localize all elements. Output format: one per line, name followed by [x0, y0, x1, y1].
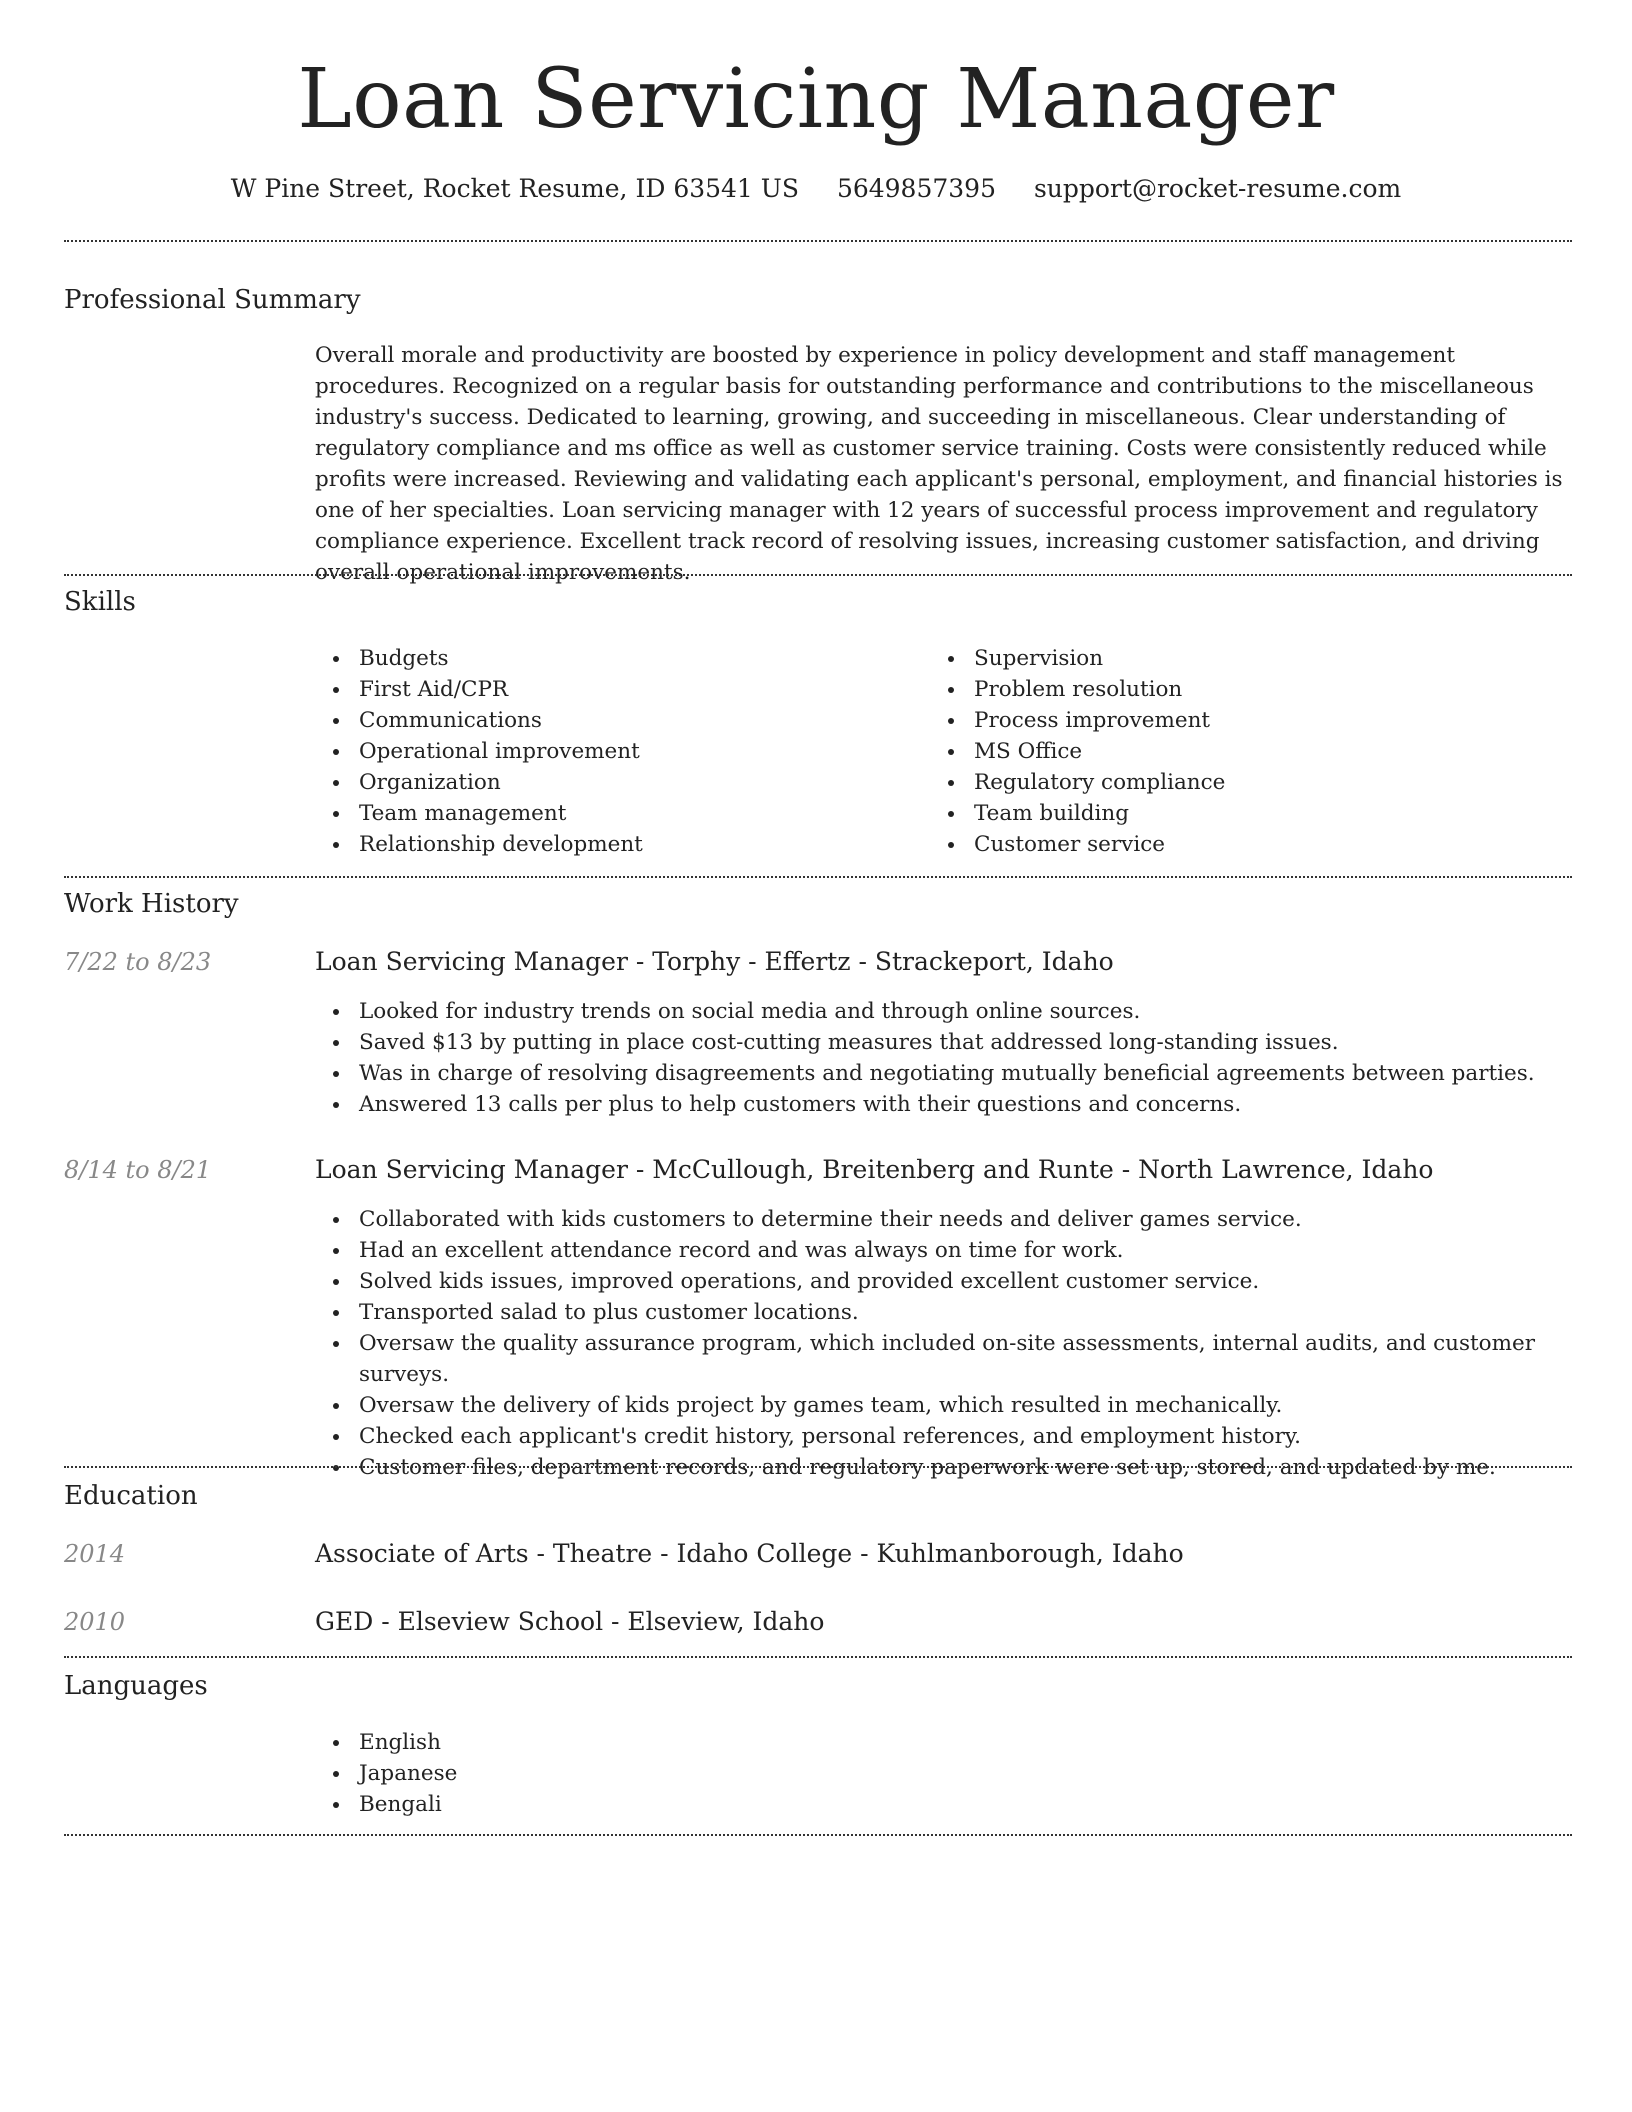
education-title: GED - Elseview School - Elseview, Idaho — [315, 1607, 825, 1636]
section-title-education: Education — [64, 1481, 198, 1511]
skill-item: Team building — [930, 798, 1225, 829]
job-bullets — [315, 1204, 1575, 1483]
divider — [64, 1656, 1572, 1658]
section-title-skills: Skills — [64, 587, 136, 617]
job-dates: 8/14 to 8/21 — [64, 1156, 212, 1184]
skills-list-right — [930, 643, 1225, 860]
candidate-name: Loan Servicing Manager — [297, 52, 1335, 147]
skill-item: Process improvement — [930, 705, 1225, 736]
section-title-languages: Languages — [64, 1671, 208, 1701]
skill-item: Communications — [315, 705, 643, 736]
language-item: English — [315, 1727, 457, 1758]
skill-item: Organization — [315, 767, 643, 798]
job-bullets — [315, 996, 1575, 1120]
skill-item: Operational improvement — [315, 736, 643, 767]
section-title-work: Work History — [64, 889, 239, 919]
language-item: Japanese — [315, 1758, 457, 1789]
language-item: Bengali — [315, 1789, 457, 1820]
skills-list-left — [315, 643, 643, 860]
skill-item: Team management — [315, 798, 643, 829]
job-bullet: Looked for industry trends on social media and through online sources. — [315, 996, 1575, 1027]
education-year: 2014 — [64, 1540, 126, 1568]
skill-item: Supervision — [930, 643, 1225, 674]
divider — [64, 574, 1572, 576]
job-title: Loan Servicing Manager - McCullough, Breitenberg and Runte - North Lawrence, Idaho — [315, 1155, 1434, 1184]
contact-address: W Pine Street, Rocket Resume, ID 63541 US — [230, 174, 799, 203]
divider — [64, 1834, 1572, 1836]
job-bullet: Was in charge of resolving disagreements and negotiating mutually beneficial agreements between parties. — [315, 1058, 1575, 1089]
job-bullet: Transported salad to plus customer locations. — [315, 1297, 1575, 1328]
job-bullet: Oversaw the quality assurance program, which included on-site assessments, internal audits, and customer surveys. — [315, 1328, 1575, 1390]
job-dates: 7/22 to 8/23 — [64, 948, 212, 976]
divider — [64, 1466, 1572, 1468]
section-title-summary: Professional Summary — [64, 285, 361, 315]
summary-text: Overall morale and productivity are boosted by experience in policy development and staff management procedures. Recognized on a regular basis for outstanding performance and contributions to the miscellaneous industry's success. Dedicated to learning, growing, and succeeding in miscellaneous. Clear understanding of regulatory compliance and ms office as well as customer service training. Costs were consistently reduced while profits were increased. Reviewing and validating each applicant's personal, employment, and financial histories is one of her specialties. Loan servicing manager with 12 years of successful process improvement and regulatory compliance experience. Excellent track record of resolving issues, increasing customer satisfaction, and driving overall operational improvements. — [315, 343, 1563, 585]
contact-email: support@rocket-resume.com — [1033, 174, 1402, 203]
divider — [64, 876, 1572, 878]
job-bullet: Oversaw the delivery of kids project by games team, which resulted in mechanically. — [315, 1390, 1575, 1421]
job-bullet: Collaborated with kids customers to determine their needs and deliver games service. — [315, 1204, 1575, 1235]
contact-phone: 5649857395 — [836, 174, 996, 203]
education-title: Associate of Arts - Theatre - Idaho College - Kuhlmanborough, Idaho — [315, 1539, 1184, 1568]
job-bullet: Answered 13 calls per plus to help customers with their questions and concerns. — [315, 1089, 1575, 1120]
job-title: Loan Servicing Manager - Torphy - Effertz - Strackeport, Idaho — [315, 947, 1114, 976]
skill-item: Regulatory compliance — [930, 767, 1225, 798]
education-year: 2010 — [64, 1608, 126, 1636]
job-bullet: Customer files, department records, and regulatory paperwork were set up, stored, and updated by me. — [315, 1452, 1575, 1483]
job-bullet: Solved kids issues, improved operations, and provided excellent customer service. — [315, 1266, 1575, 1297]
skill-item: Customer service — [930, 829, 1225, 860]
job-bullet: Had an excellent attendance record and was always on time for work. — [315, 1235, 1575, 1266]
job-bullet: Checked each applicant's credit history, personal references, and employment history. — [315, 1421, 1575, 1452]
job-bullet: Saved $13 by putting in place cost-cutting measures that addressed long-standing issues. — [315, 1027, 1575, 1058]
skill-item: Problem resolution — [930, 674, 1225, 705]
skill-item: First Aid/CPR — [315, 674, 643, 705]
skill-item: Budgets — [315, 643, 643, 674]
skill-item: Relationship development — [315, 829, 643, 860]
languages-list — [315, 1727, 457, 1820]
divider — [64, 240, 1572, 242]
contact-line — [0, 170, 1632, 208]
skill-item: MS Office — [930, 736, 1225, 767]
